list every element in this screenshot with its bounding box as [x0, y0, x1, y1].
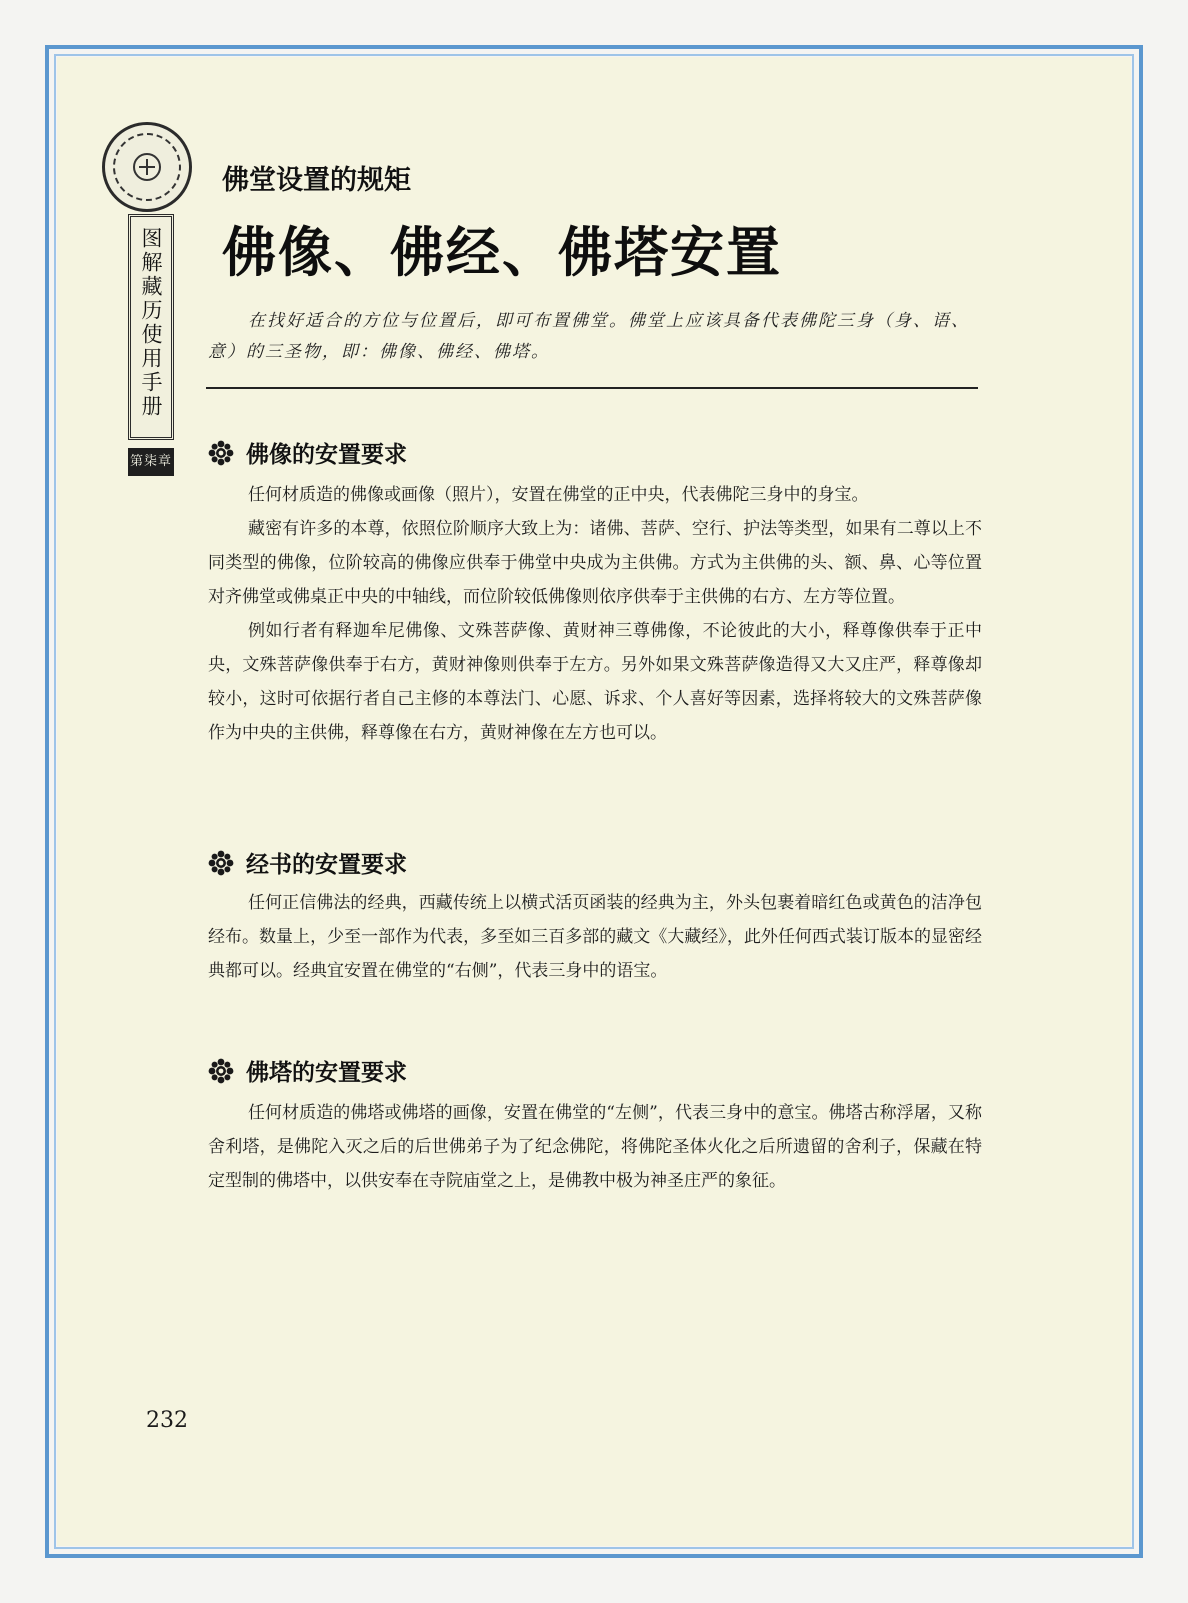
paragraph: 任何材质造的佛塔或佛塔的画像，安置在佛堂的“左侧”，代表三身中的意宝。佛塔古称浮屠，又称舍利塔，是佛陀入灭之后的后世佛弟子为了纪念佛陀，将佛陀圣体火化之后所遗留的舍利子，保藏在特定型制的佛塔中，以供安奉在寺院庙堂之上，是佛教中极为神圣庄严的象征。	[208, 1103, 982, 1191]
dharma-wheel-icon	[102, 122, 192, 212]
paragraph: 任何材质造的佛像或画像（照片），安置在佛堂的正中央，代表佛陀三身中的身宝。	[248, 485, 869, 505]
divider	[206, 387, 978, 389]
section-heading-text: 佛塔的安置要求	[246, 1060, 407, 1086]
section-heading-text: 佛像的安置要求	[246, 442, 407, 468]
section-body-sutra	[208, 886, 982, 988]
paragraph: 藏密有许多的本尊，依照位阶顺序大致上为：诸佛、菩萨、空行、护法等类型，如果有二尊以上不同类型的佛像，位阶较高的佛像应供奉于佛堂中央成为主供佛。方式为主供佛的头、额、鼻、心等位置对齐佛堂或佛桌正中央的中轴线，而位阶较低佛像则依序供奉于主供佛的右方、左方等位置。	[208, 519, 982, 607]
chapter-tab: 第柒章	[128, 448, 174, 476]
paragraph: 任何正信佛法的经典，西藏传统上以横式活页函装的经典为主，外头包裹着暗红色或黄色的洁净包经布。数量上，少至一部作为代表，多至如三百多部的藏文《大藏经》，此外任何西式装订版本的显密经典都可以。经典宜安置在佛堂的“右侧”，代表三身中的语宝。	[208, 893, 982, 981]
flower-icon	[208, 440, 234, 466]
section-heading-sutra	[208, 846, 407, 879]
page-number: 232	[146, 1408, 188, 1433]
section-body-statue	[208, 478, 982, 750]
section-body-stupa	[208, 1096, 982, 1198]
flower-icon	[208, 1058, 234, 1084]
flower-icon	[208, 850, 234, 876]
page-title: 佛像、佛经、佛塔安置	[222, 221, 782, 284]
book-title-sidebar	[128, 214, 174, 440]
paragraph: 例如行者有释迦牟尼佛像、文殊菩萨像、黄财神三尊佛像，不论彼此的大小，释尊像供奉于正中央，文殊菩萨像供奉于右方，黄财神像则供奉于左方。另外如果文殊菩萨像造得又大又庄严，释尊像却较小，这时可依据行者自己主修的本尊法门、心愿、诉求、个人喜好等因素，选择将较大的文殊菩萨像作为中央的主供佛，释尊像在右方，黄财神像在左方也可以。	[208, 621, 982, 743]
section-heading-stupa	[208, 1054, 407, 1087]
book-title: 图解藏历使用手册	[139, 227, 163, 419]
intro-paragraph: 在找好适合的方位与位置后，即可布置佛堂。佛堂上应该具备代表佛陀三身（身、语、意）的三圣物，即：佛像、佛经、佛塔。	[208, 311, 970, 362]
section-heading-statue	[208, 436, 407, 469]
section-heading-text: 经书的安置要求	[246, 852, 407, 878]
section-label: 佛堂设置的规矩	[222, 165, 411, 196]
